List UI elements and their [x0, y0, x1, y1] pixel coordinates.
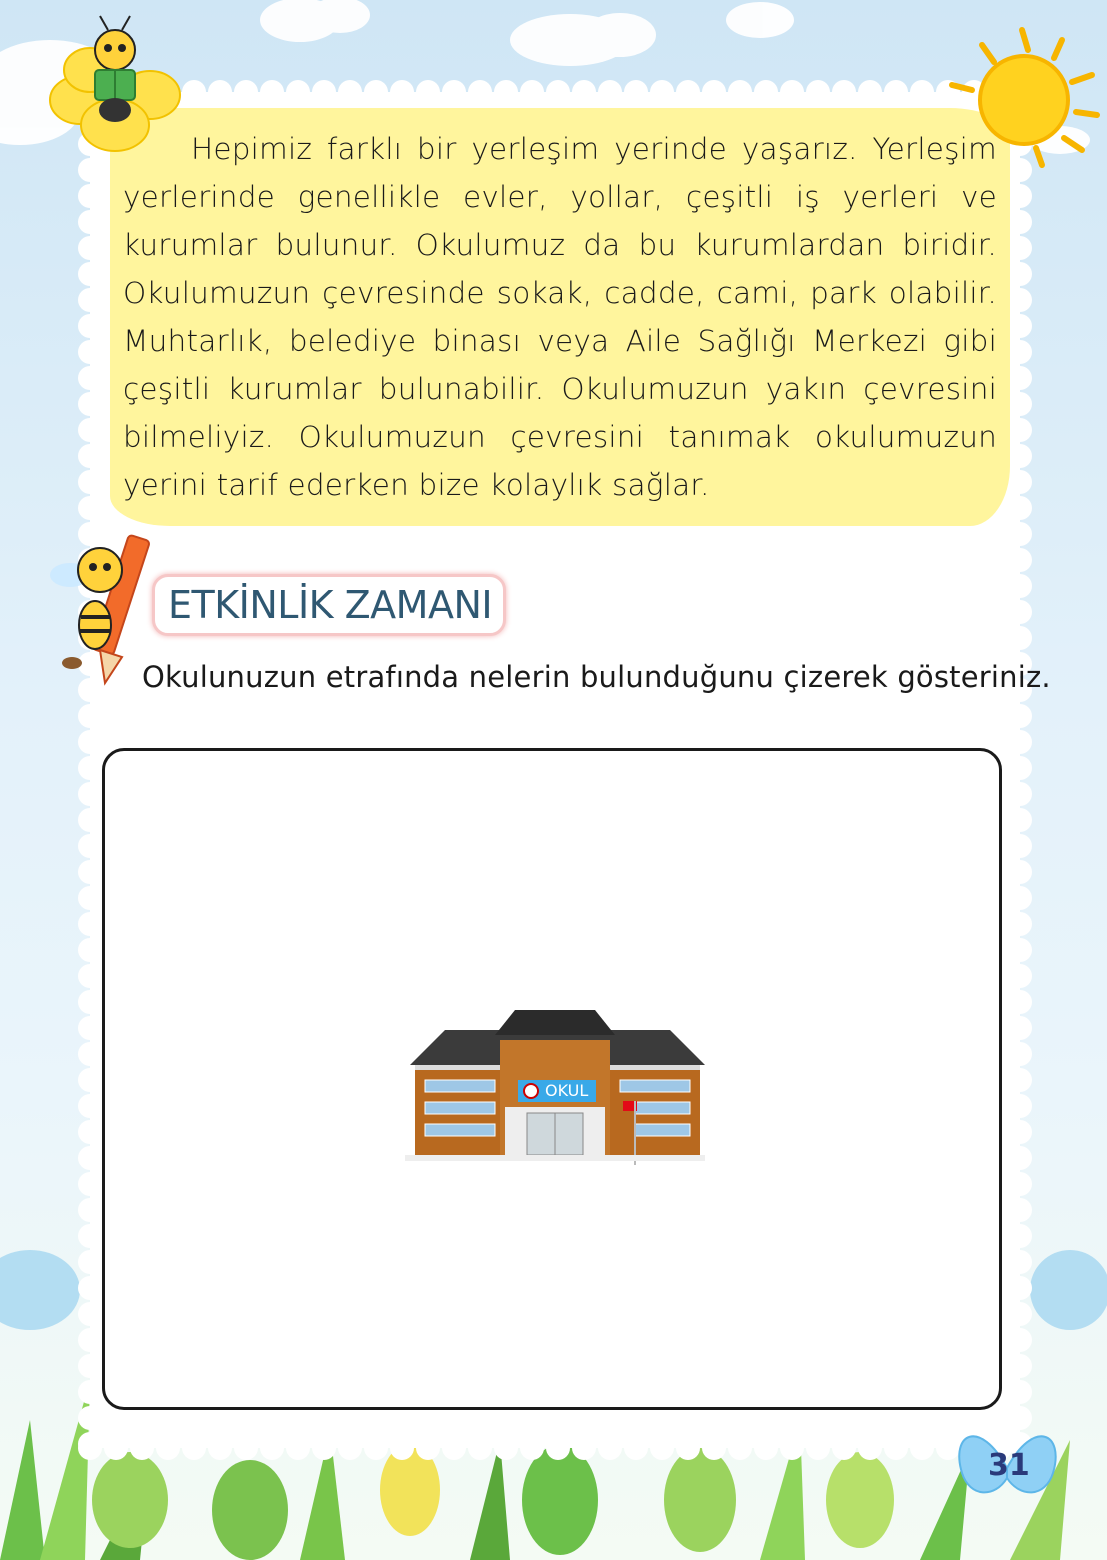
sun-icon — [932, 20, 1102, 170]
bee-reading-book-icon — [40, 10, 190, 160]
intro-paragraph: Hepimiz farklı bir yerleşim yerinde yaşarız. Yerleşim yerlerinde genellikle evler, yollar, çeşitli iş yerleri ve kurumlar bulunur. Okulumuz da bu kurumlardan biridir. Okulumuzun çevresinde sokak, cadde, cami, park olabilir. Muhtarlık, belediye binası veya Aile Sağlığı Merkezi gibi çeşitli kurumlar bulunabilir. Okulumuzun yakın çevresini bilmeliyiz. Okulumuzun çevresini tanımak okulumuzun yerini tarif ederken bize kolaylık sağlar. — [123, 132, 997, 502]
activity-instruction: Okulunuzun etrafında nelerin bulunduğunu çizerek gösteriniz. — [142, 660, 1051, 694]
school-sign-label: OKUL — [545, 1081, 589, 1100]
page-number: 31 — [988, 1448, 1030, 1483]
activity-title: ETKİNLİK ZAMANI — [168, 583, 493, 627]
